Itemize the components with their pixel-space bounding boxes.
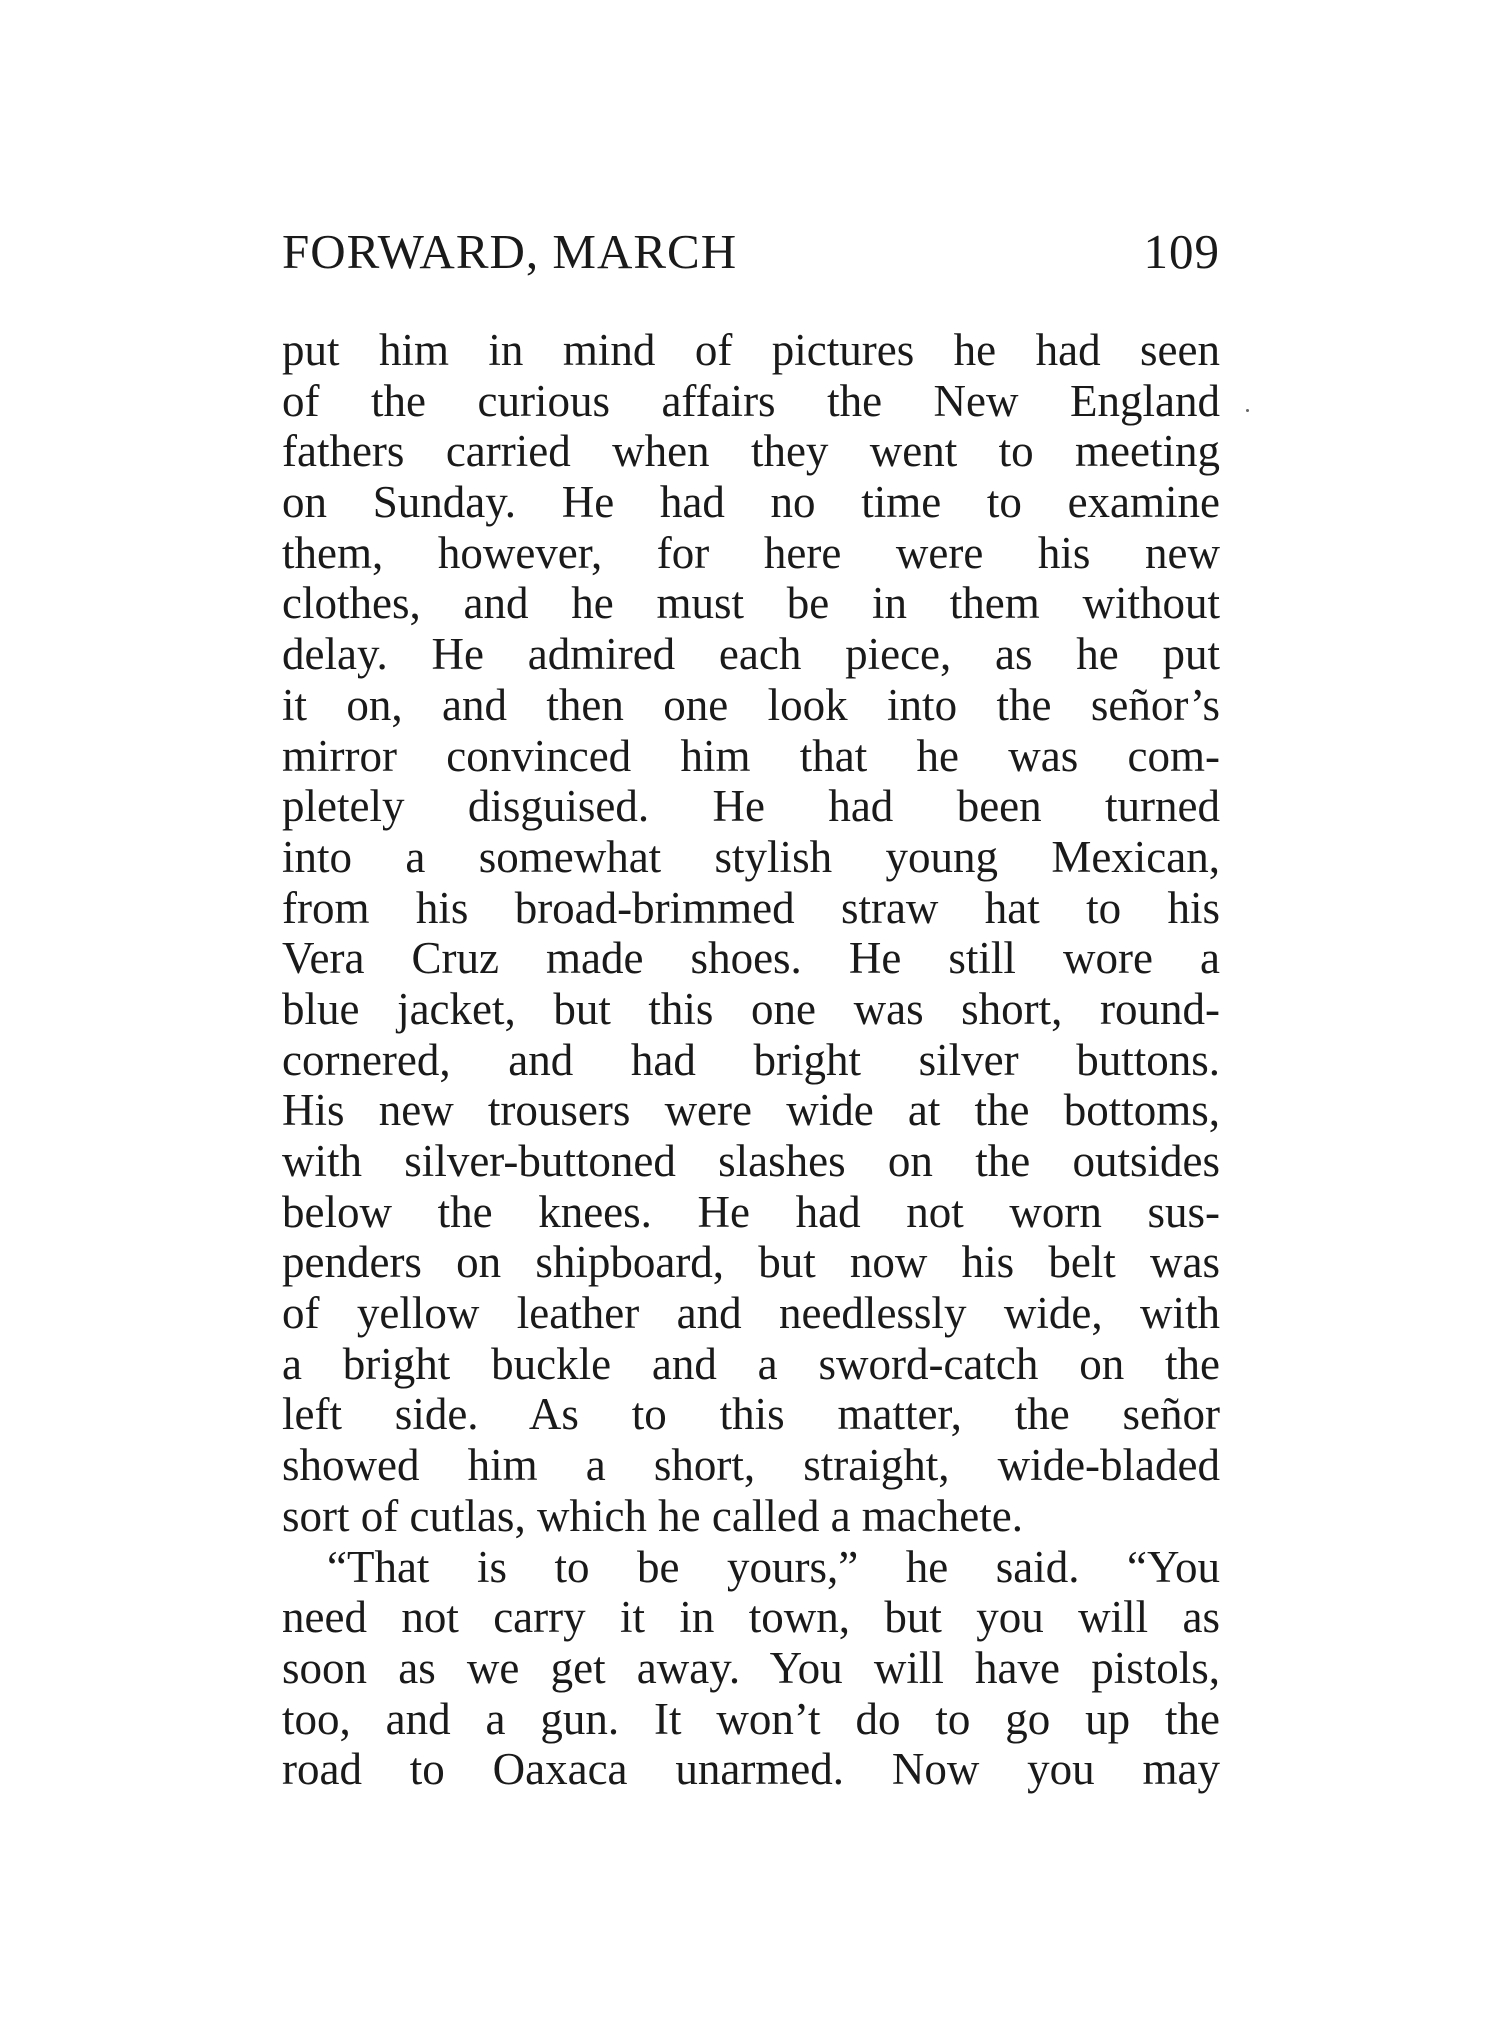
text-line: them, however, for here were his new (282, 527, 1220, 578)
text-line: it on, and then one look into the señor’s (282, 679, 1220, 730)
running-head-title: FORWARD, MARCH (282, 224, 738, 279)
text-line: of the curious affairs the New England (282, 375, 1220, 426)
page-number: 109 (1143, 224, 1220, 279)
text-line: His new trousers were wide at the bottoms, (282, 1085, 1220, 1136)
text-line: too, and a gun. It won’t do to go up the (282, 1693, 1220, 1744)
text-line: showed him a short, straight, wide-bladed (282, 1440, 1220, 1491)
text-line: mirror convinced him that he was com- (282, 730, 1220, 781)
text-line: of yellow leather and needlessly wide, with (282, 1288, 1220, 1339)
text-line: left side. As to this matter, the señor (282, 1389, 1220, 1440)
text-line: clothes, and he must be in them without (282, 578, 1220, 629)
stray-ink-mark (1246, 409, 1249, 412)
text-line: road to Oaxaca unarmed. Now you may (282, 1744, 1220, 1795)
text-line: blue jacket, but this one was short, round- (282, 983, 1220, 1034)
text-line: fathers carried when they went to meeting (282, 426, 1220, 477)
text-line: with silver-buttoned slashes on the outsides (282, 1136, 1220, 1186)
text-line: into a somewhat stylish young Mexican, (282, 831, 1220, 882)
text-line: below the knees. He had not worn sus- (282, 1186, 1220, 1237)
text-line: Vera Cruz made shoes. He still wore a (282, 933, 1220, 984)
text-line: a bright buckle and a sword-catch on the (282, 1338, 1220, 1389)
text-line: cornered, and had bright silver buttons. (282, 1034, 1220, 1085)
text-line: from his broad-brimmed straw hat to his (282, 882, 1220, 933)
text-line: soon as we get away. You will have pistols, (282, 1642, 1220, 1693)
text-line: “That is to be yours,” he said. “You (327, 1541, 1220, 1592)
body-text (282, 325, 1220, 1795)
text-line: delay. He admired each piece, as he put (282, 629, 1220, 680)
text-line: need not carry it in town, but you will as (282, 1592, 1220, 1643)
text-line: penders on shipboard, but now his belt was (282, 1237, 1220, 1288)
text-line: on Sunday. He had no time to examine (282, 477, 1220, 528)
text-line: pletely disguised. He had been turned (282, 781, 1220, 832)
text-line: put him in mind of pictures he had seen (282, 325, 1220, 375)
text-line: sort of cutlas, which he called a machete. (282, 1490, 1023, 1541)
running-head (282, 222, 1220, 282)
